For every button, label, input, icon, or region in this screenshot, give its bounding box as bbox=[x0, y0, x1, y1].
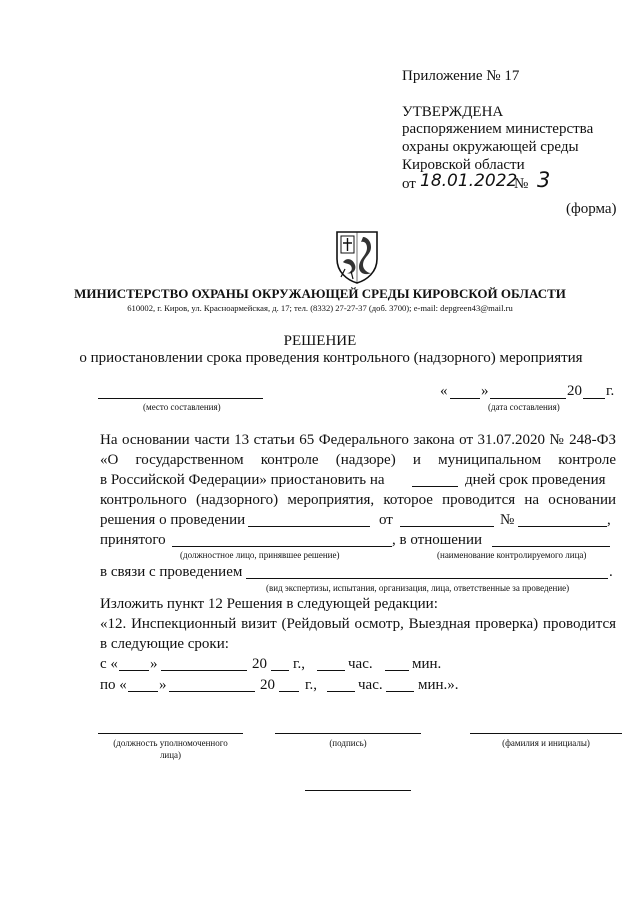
caption-official: (должностное лицо, принявшее решение) bbox=[180, 550, 340, 560]
to-minute-field[interactable] bbox=[386, 691, 414, 692]
body-line-7-end: . bbox=[609, 564, 613, 580]
kirov-coat-of-arms-icon bbox=[333, 229, 381, 285]
caption-signature: (подпись) bbox=[329, 738, 367, 748]
body-line-5c: № bbox=[500, 512, 515, 528]
approval-from-label: от bbox=[402, 176, 416, 192]
to-row-minute: мин.». bbox=[418, 677, 459, 693]
date-day-field[interactable] bbox=[450, 398, 480, 399]
caption-name: (фамилия и инициалы) bbox=[502, 738, 590, 748]
from-row-year: 20 bbox=[252, 656, 267, 672]
to-month-field[interactable] bbox=[169, 691, 255, 692]
approval-line-2: охраны окружающей среды bbox=[402, 139, 579, 155]
place-caption: (место составления) bbox=[143, 402, 221, 412]
paragraph-3-line-1: «12. Инспекционный визит (Рейдовый осмотр, Выездная проверка) проводится bbox=[100, 616, 616, 632]
date-caption: (дата составления) bbox=[488, 402, 560, 412]
controlled-person-field[interactable] bbox=[492, 546, 610, 547]
from-row-minute: мин. bbox=[412, 656, 442, 672]
body-line-4: контрольного (надзорного) мероприятия, которое проводится на основании bbox=[100, 492, 616, 508]
to-year-field[interactable] bbox=[279, 691, 299, 692]
to-day-field[interactable] bbox=[128, 691, 158, 692]
approval-date-handwritten: 18.01.2022 bbox=[420, 171, 518, 191]
to-hour-field[interactable] bbox=[327, 691, 355, 692]
decision-subtitle: о приостановлении срока проведения контрольного (надзорного) мероприятия bbox=[79, 350, 583, 366]
date-year-prefix: 20 bbox=[567, 383, 582, 399]
paragraph-2: Изложить пункт 12 Решения в следующей редакции: bbox=[100, 596, 438, 612]
body-line-7: в связи с проведением bbox=[100, 564, 243, 580]
from-year-field[interactable] bbox=[271, 670, 289, 671]
closing-rule bbox=[305, 790, 411, 791]
body-line-6b: , в отношении bbox=[392, 532, 483, 548]
expertise-field[interactable] bbox=[246, 578, 608, 579]
caption-position-2: лица) bbox=[159, 750, 182, 760]
appendix-label: Приложение № 17 bbox=[402, 68, 520, 84]
date-year-field[interactable] bbox=[583, 398, 605, 399]
decision-ref-field[interactable] bbox=[248, 526, 370, 527]
form-label: (форма) bbox=[566, 201, 617, 217]
from-minute-field[interactable] bbox=[385, 670, 409, 671]
from-row-quote: » bbox=[150, 656, 158, 672]
decision-date-field[interactable] bbox=[400, 526, 494, 527]
days-field[interactable] bbox=[412, 486, 458, 487]
to-row-g: г., bbox=[305, 677, 317, 693]
to-row-prefix: по « bbox=[100, 677, 127, 693]
date-close-quote: » bbox=[481, 383, 489, 399]
caption-controlled: (наименование контролируемого лица) bbox=[437, 550, 587, 560]
date-open-quote: « bbox=[440, 383, 448, 399]
from-row-hour: час. bbox=[348, 656, 373, 672]
approval-line-3: Кировской области bbox=[402, 157, 525, 173]
body-line-5a: решения о проведении bbox=[100, 512, 246, 528]
from-row-g: г., bbox=[293, 656, 305, 672]
from-day-field[interactable] bbox=[119, 670, 149, 671]
body-line-2: «О государственном контроле (надзоре) и муниципальном контроле bbox=[100, 452, 616, 468]
body-line-5d: , bbox=[607, 512, 611, 528]
to-row-year: 20 bbox=[260, 677, 275, 693]
to-row-quote: » bbox=[159, 677, 167, 693]
to-row-hour: час. bbox=[358, 677, 383, 693]
ministry-name: МИНИСТЕРСТВО ОХРАНЫ ОКРУЖАЮЩЕЙ СРЕДЫ КИРОВСКОЙ ОБЛАСТИ bbox=[74, 286, 566, 301]
ministry-address: 610002, г. Киров, ул. Красноармейская, д. 17; тел. (8332) 27-27-37 (доб. 3700); e-mail: depgreen43@mail.ru bbox=[127, 303, 513, 313]
body-line-1: На основании части 13 статьи 65 Федерального закона от 31.07.2020 № 248-ФЗ bbox=[100, 432, 616, 448]
decision-title: РЕШЕНИЕ bbox=[283, 333, 357, 349]
paragraph-3-line-2: в следующие сроки: bbox=[100, 636, 229, 652]
from-month-field[interactable] bbox=[161, 670, 247, 671]
body-line-3b: дней срок проведения bbox=[465, 472, 606, 488]
caption-expertise: (вид экспертизы, испытания, организация, лица, ответственные за проведение) bbox=[266, 583, 570, 593]
official-field[interactable] bbox=[172, 546, 392, 547]
body-line-6a: принятого bbox=[100, 532, 166, 548]
body-line-3a: в Российской Федерации» приостановить на bbox=[100, 472, 385, 488]
caption-position-1: (должность уполномоченного bbox=[113, 738, 228, 748]
decision-number-field[interactable] bbox=[518, 526, 607, 527]
date-year-suffix: г. bbox=[606, 383, 615, 399]
position-signature-line[interactable] bbox=[98, 733, 243, 734]
place-field[interactable] bbox=[98, 398, 263, 399]
from-row-prefix: с « bbox=[100, 656, 118, 672]
from-hour-field[interactable] bbox=[317, 670, 345, 671]
approval-number-handwritten: 3 bbox=[537, 168, 551, 192]
approved-label: УТВЕРЖДЕНА bbox=[402, 104, 504, 120]
approval-line-1: распоряжением министерства bbox=[402, 121, 594, 137]
date-month-field[interactable] bbox=[490, 398, 566, 399]
signature-line[interactable] bbox=[275, 733, 421, 734]
approval-number-label: № bbox=[514, 176, 529, 192]
body-line-5b: от bbox=[379, 512, 393, 528]
name-signature-line[interactable] bbox=[470, 733, 622, 734]
